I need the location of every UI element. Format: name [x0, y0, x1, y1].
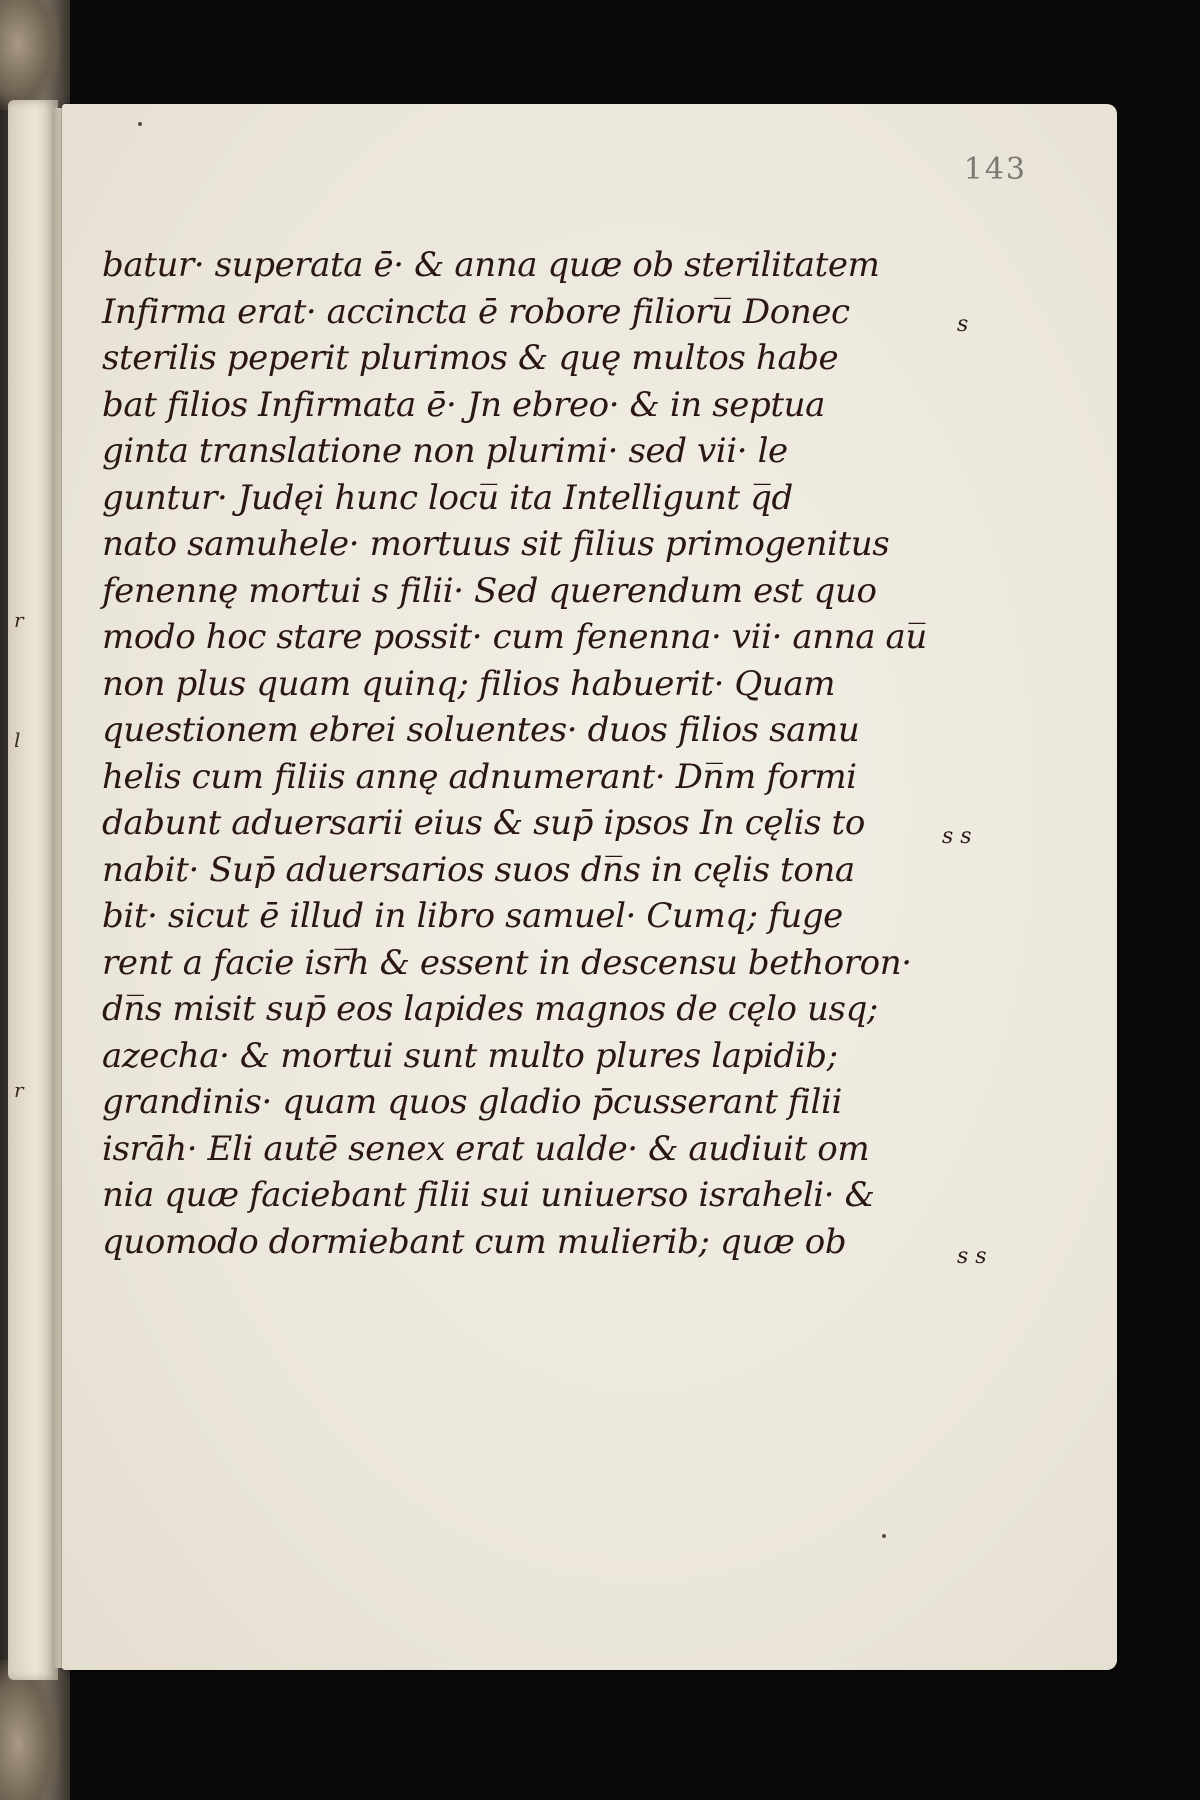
text-line: rent a facie isr̅h & essent in descensu bethoron· [102, 942, 912, 983]
margin-mark: s s [957, 1244, 987, 1269]
text-line: nabit· Sup̄ aduersarios suos dn̅s in cęlis tona [102, 849, 855, 890]
facing-page-edge [8, 100, 58, 1680]
text-line: fenennę mortui s filii· Sed querendum est quo [102, 570, 877, 611]
text-line: ginta translatione non plurimi· sed vii· le [102, 431, 788, 471]
folio-number: 143 [963, 152, 1027, 187]
text-line: isrāh· Eli autē senex erat ualde· & audiuit om [102, 1128, 870, 1169]
text-line: dn̅s misit sup̄ eos lapides magnos de cęlo usq; [102, 989, 878, 1029]
binding-fabric-bottom [0, 1660, 60, 1800]
margin-mark: s s [942, 824, 972, 849]
facing-page-mark: r [14, 608, 24, 632]
text-line: nia quæ faciebant filii sui uniuerso israheli· & [102, 1175, 875, 1215]
manuscript-folio [62, 104, 1117, 1670]
binding-fabric-top [0, 0, 60, 110]
text-line: questionem ebrei soluentes· duos filios samu [102, 710, 860, 750]
text-line: helis cum filiis annę adnumerant· Dn̅m formi [102, 756, 857, 797]
parchment-speck [882, 1534, 886, 1538]
text-line: dabunt aduersarii eius & sup̄ ipsos In cęlis to [102, 803, 865, 843]
text-line: Infirma erat· accincta ē robore filioru̅ Donec [102, 291, 850, 332]
text-line: modo hoc stare possit· cum fenenna· vii· anna au̅ [102, 617, 927, 657]
text-line: quomodo dormiebant cum mulierib; quæ ob [102, 1221, 847, 1262]
text-line: azecha· & mortui sunt multo plures lapidib; [102, 1035, 838, 1076]
text-line: non plus quam quinq; filios habuerit· Quam [102, 663, 836, 704]
text-line: nato samuhele· mortuus sit filius primogenitus [102, 524, 890, 564]
facing-page-mark: r [14, 1078, 24, 1102]
margin-mark: s [957, 312, 969, 337]
text-line: batur· superata ē· & anna quæ ob sterilitatem [102, 245, 880, 285]
facing-page-mark: l [14, 728, 21, 752]
text-line: guntur· Judęi hunc locu̅ ita Intelligunt q̅d [102, 477, 793, 518]
text-column [102, 242, 962, 1265]
parchment-speck [138, 122, 142, 126]
text-line: sterilis peperit plurimos & quę multos habe [102, 338, 839, 378]
text-line: bat filios Infirmata ē· Jn ebreo· & in septua [102, 384, 825, 425]
text-line: grandinis· quam quos gladio p̄cusserant filii [102, 1082, 842, 1122]
text-line: bit· sicut ē illud in libro samuel· Cumq; fuge [102, 896, 843, 936]
